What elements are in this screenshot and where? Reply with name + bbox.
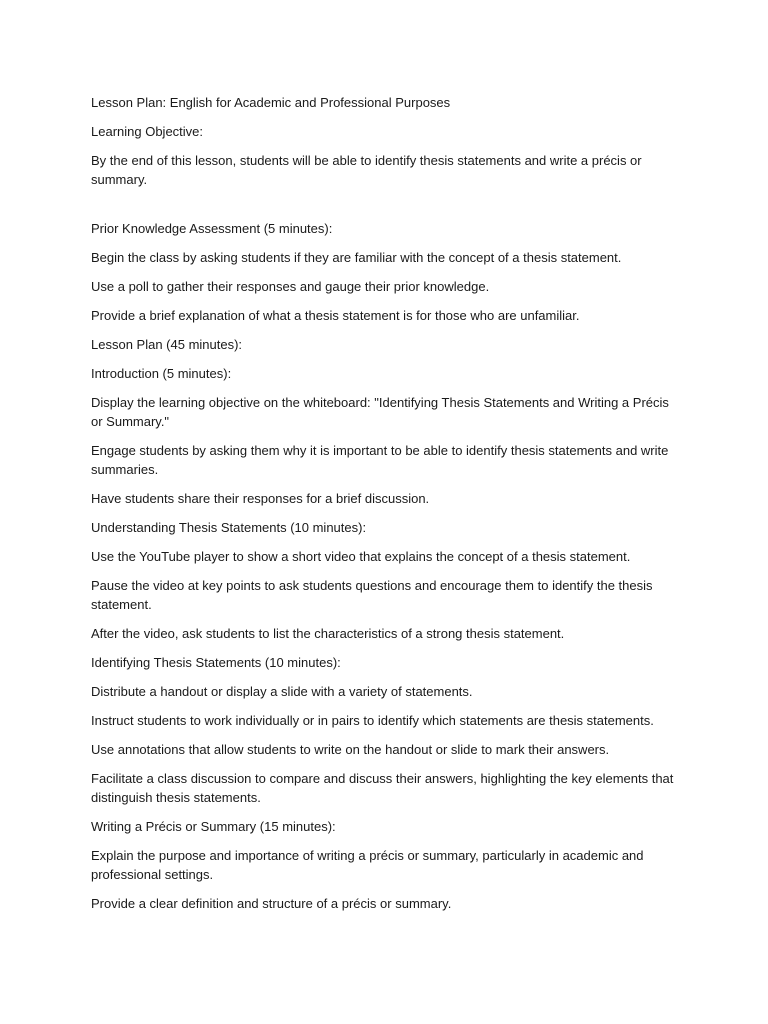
paragraph: Lesson Plan (45 minutes): (91, 337, 243, 352)
paragraph: Writing a Précis or Summary (15 minutes): (91, 819, 336, 834)
blank-line (91, 199, 681, 219)
paragraph: By the end of this lesson, students will be able to identify thesis statements and write a précis or summary. (91, 153, 642, 187)
paragraph: Use a poll to gather their responses and gauge their prior knowledge. (91, 279, 490, 294)
document-page (91, 93, 681, 923)
paragraph: Pause the video at key points to ask students questions and encourage them to identify the thesis statement. (91, 578, 653, 612)
paragraph: Understanding Thesis Statements (10 minutes): (91, 520, 367, 535)
paragraph: Provide a brief explanation of what a thesis statement is for those who are unfamiliar. (91, 308, 580, 323)
paragraph: Begin the class by asking students if they are familiar with the concept of a thesis statement. (91, 250, 622, 265)
paragraph: Learning Objective: (91, 124, 204, 139)
paragraph: Prior Knowledge Assessment (5 minutes): (91, 221, 333, 236)
paragraph: Provide a clear definition and structure of a précis or summary. (91, 896, 452, 911)
paragraph: Distribute a handout or display a slide with a variety of statements. (91, 684, 473, 699)
paragraph: Introduction (5 minutes): (91, 366, 232, 381)
paragraph: Use annotations that allow students to write on the handout or slide to mark their answers. (91, 742, 610, 757)
paragraph: Display the learning objective on the whiteboard: "Identifying Thesis Statements and Writing a Précis or Summary." (91, 395, 669, 429)
paragraph: Explain the purpose and importance of writing a précis or summary, particularly in academic and professional settings. (91, 848, 644, 882)
paragraph: Engage students by asking them why it is important to be able to identify thesis statements and write summaries. (91, 443, 669, 477)
paragraph: After the video, ask students to list the characteristics of a strong thesis statement. (91, 626, 565, 641)
paragraph: Instruct students to work individually or in pairs to identify which statements are thesis statements. (91, 713, 654, 728)
paragraph: Identifying Thesis Statements (10 minutes): (91, 655, 341, 670)
paragraph: Have students share their responses for a brief discussion. (91, 491, 430, 506)
document-title: Lesson Plan: English for Academic and Professional Purposes (91, 95, 451, 110)
paragraph: Use the YouTube player to show a short video that explains the concept of a thesis statement. (91, 549, 631, 564)
paragraph: Facilitate a class discussion to compare and discuss their answers, highlighting the key elements that distinguish thesis statements. (91, 771, 674, 805)
